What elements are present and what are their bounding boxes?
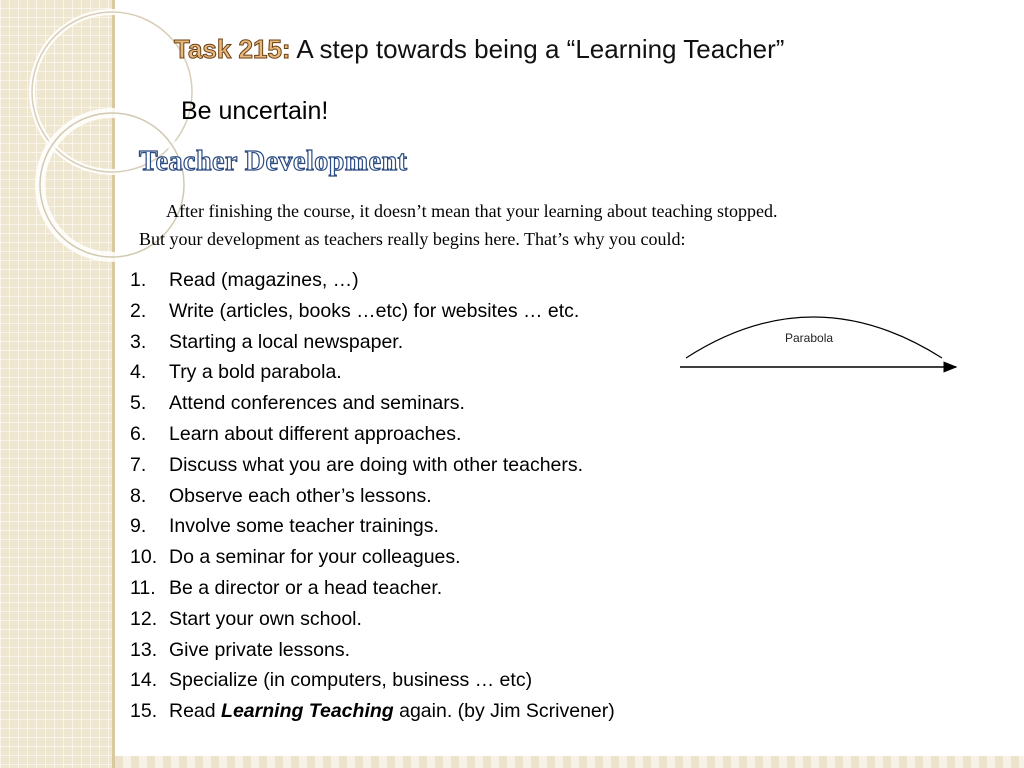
intro-line-1: After finishing the course, it doesn’t mean that your learning about teaching stopped. — [166, 201, 778, 221]
list-text: Start your own school. — [169, 607, 362, 630]
list-item — [130, 419, 615, 450]
list-text: Attend conferences and seminars. — [169, 392, 465, 415]
list-item — [130, 481, 615, 512]
list-number: 8. — [130, 484, 147, 507]
list-item — [130, 573, 615, 604]
list-text: Be a director or a head teacher. — [169, 576, 443, 599]
parabola-diagram — [678, 306, 960, 383]
list-text: Observe each other’s lessons. — [169, 484, 432, 507]
list-number: 6. — [130, 422, 147, 445]
intro-paragraph — [139, 197, 959, 253]
list-text: Do a seminar for your colleagues. — [169, 546, 461, 569]
list-number: 10. — [130, 546, 158, 569]
list-item — [130, 450, 615, 481]
decorative-bottom-strip — [115, 756, 1024, 768]
list-number: 13. — [130, 638, 158, 661]
parabola-label: Parabola — [785, 331, 834, 345]
list-text: Involve some teacher trainings. — [169, 515, 439, 538]
list-number: 12. — [130, 607, 158, 630]
list-number: 2. — [130, 299, 147, 322]
list-text: Starting a local newspaper. — [169, 330, 404, 353]
list-text-after: again. (by Jim Scrivener) — [393, 700, 615, 723]
list-text: Try a bold parabola. — [169, 361, 342, 384]
list-item — [130, 357, 615, 388]
list-number: 11. — [130, 576, 156, 599]
slide-title — [174, 34, 784, 65]
list-item — [130, 265, 615, 296]
task-label: Task 215: — [174, 34, 291, 64]
list-text: Learn about different approaches. — [169, 422, 462, 445]
list-number: 4. — [130, 361, 147, 384]
list-text-before: Read — [169, 700, 222, 723]
list-item — [130, 388, 615, 419]
list-number: 7. — [130, 453, 147, 476]
list-item — [130, 511, 615, 542]
list-item — [130, 542, 615, 573]
list-item — [130, 296, 615, 327]
list-text: Discuss what you are doing with other teachers. — [169, 453, 584, 476]
list-item — [130, 635, 615, 666]
section-heading: Teacher Development — [139, 146, 408, 177]
list-number: 5. — [130, 392, 147, 415]
list-text: Read (magazines, …) — [169, 269, 359, 291]
title-text: A step towards being a “Learning Teacher” — [290, 34, 785, 64]
list-number: 15. — [130, 700, 158, 723]
list-item — [130, 696, 615, 727]
development-list — [130, 265, 615, 727]
list-text: Write (articles, books …etc) for websites … etc. — [169, 299, 580, 322]
slide-subtitle: Be uncertain! — [181, 97, 329, 125]
list-number: 9. — [130, 515, 147, 538]
list-text: Give private lessons. — [169, 638, 350, 661]
intro-line-2: But your development as teachers really begins here. That’s why you could: — [139, 229, 686, 249]
list-number: 1. — [130, 269, 147, 291]
list-number: 14. — [130, 669, 158, 692]
list-text: Specialize (in computers, business … etc) — [169, 669, 533, 692]
list-number: 3. — [130, 330, 147, 353]
book-title: Learning Teaching — [221, 700, 394, 723]
list-item — [130, 604, 615, 635]
list-text — [169, 696, 615, 727]
list-item — [130, 665, 615, 696]
list-item — [130, 327, 615, 358]
